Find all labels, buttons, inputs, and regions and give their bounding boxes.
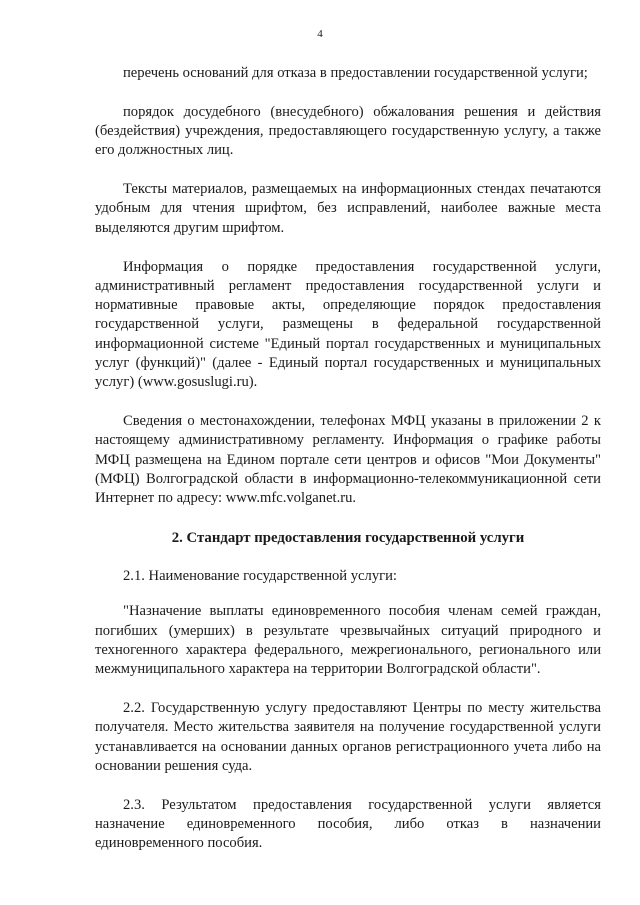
paragraph-2-2: 2.2. Государственную услугу предоставляют Центры по месту жительства получателя. Место жительства заявителя на получение государственной услуги устанавливается на основании данных органов регистрационного учета либо на основании решения суда. xyxy=(95,699,601,774)
paragraph-appeal-procedure: порядок досудебного (внесудебного) обжалования решения и действия (бездействия) учреждения, предоставляющего государственную услугу, а также его должностных лиц. xyxy=(95,103,601,159)
paragraph-portal-info: Информация о порядке предоставления государственной услуги, административный регламент предоставления государственной услуги и нормативные правовые акты, определяющие порядок предоставления государственной услуги, размещены в федеральной государственной информационной системе "Единый портал государственных и муниципальных услуг (функций)" (далее - Единый портал государственных и муниципальных услуг) (www.gosuslugi.ru). xyxy=(95,258,601,391)
section-heading: 2. Стандарт предоставления государственной услуги xyxy=(171,529,525,546)
paragraph-service-name: "Назначение выплаты единовременного пособия членам семей граждан, погибших (умерших) в результате чрезвычайных ситуаций природного и техногенного характера федерального, межрегионального, регионального или межмуниципального характера на территории Волгоградской области". xyxy=(95,603,601,678)
paragraph-2-1: 2.1. Наименование государственной услуги: xyxy=(123,567,397,584)
document-body xyxy=(95,64,601,873)
page-number: 4 xyxy=(317,28,323,40)
paragraph-mfc-info: Сведения о местонахождении, телефонах МФЦ указаны в приложении 2 к настоящему административному регламенту. Информация о графике работы МФЦ размещена на Едином портале сети центров и офисов "Мои Документы" (МФЦ) Волгоградской области в информационно-телекоммуникационной сети Интернет по адресу: www.mfc.volganet.ru. xyxy=(95,413,601,507)
paragraph-2-3: 2.3. Результатом предоставления государственной услуги является назначение единовременного пособия, либо отказ в назначении единовременного пособия. xyxy=(95,796,601,852)
paragraph-refusal-grounds: перечень оснований для отказа в предоставлении государственной услуги; xyxy=(123,65,588,81)
paragraph-info-stands: Тексты материалов, размещаемых на информационных стендах печатаются удобным для чтения шрифтом, без исправлений, наиболее важные места выделяются другим шрифтом. xyxy=(95,181,601,236)
